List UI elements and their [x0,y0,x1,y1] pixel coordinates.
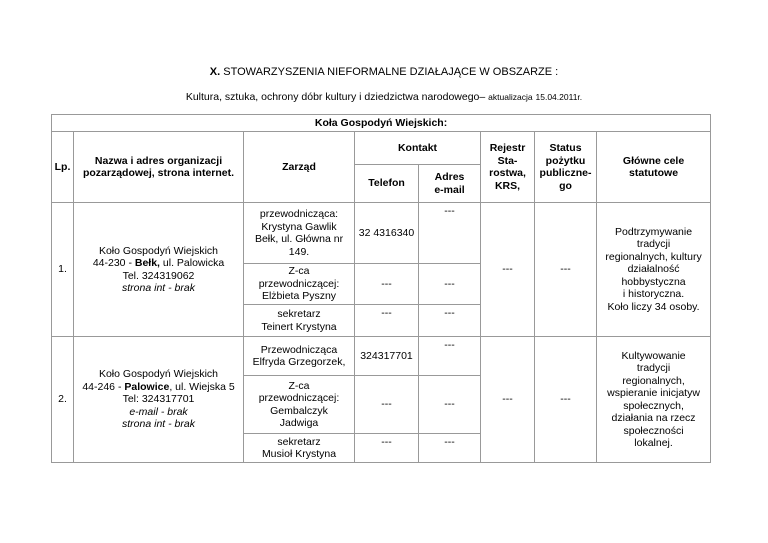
board-phone: 324317701 [355,337,419,376]
header-phone: Telefon [355,165,419,203]
board-member: sekretarz Teinert Krystyna [244,305,355,337]
header-contact: Kontakt [355,132,481,165]
organizations-table [51,114,711,463]
board-email: --- [419,434,481,463]
row-lp: 2. [52,337,74,463]
board-member: przewodnicząca: Krystyna Gawlik Bełk, ul. Główna nr 149. [244,203,355,264]
table-row [52,203,711,264]
header-registry: Rejestr Sta- rostwa, KRS, [481,132,535,203]
goals-text: Podtrzymywanie tradycji regionalnych, kultury działalność hobbystyczna i historyczna. Koło liczy 34 osoby. [597,203,711,337]
header-name: Nazwa i adres organizacji pozarządowej, strona internet. [74,132,244,203]
board-phone: 32 4316340 [355,203,419,264]
org-info: Koło Gospodyń Wiejskich 44-246 - Palowice, ul. Wiejska 5 Tel: 324317701 e-mail - brak strona int - brak [74,337,244,463]
goals-text: Kultywowanie tradycji regionalnych, wspieranie inicjatyw społecznych, działania na rzecz społeczności lokalnej. [597,337,711,463]
board-member: Przewodnicząca Elfryda Grzegorzek, [244,337,355,376]
header-goals: Główne cele statutowe [597,132,711,203]
status-value: --- [535,203,597,337]
document-title [0,66,768,78]
section-title: STOWARZYSZENIA NIEFORMALNE DZIAŁAJĄCE W OBSZARZE : [223,66,559,78]
header-lp: Lp. [52,132,74,203]
board-email: --- [419,305,481,337]
update-date: 15.04.2011r. [535,92,583,102]
board-member: Z-ca przewodniczącej: Elżbieta Pyszny [244,264,355,305]
header-board: Zarząd [244,132,355,203]
board-phone: --- [355,434,419,463]
org-info: Koło Gospodyń Wiejskich 44-230 - Bełk, ul. Palowicka Tel. 324319062 strona int - brak [74,203,244,337]
table-caption: Koła Gospodyń Wiejskich: [52,115,711,132]
table-row [52,337,711,376]
board-phone: --- [355,305,419,337]
board-phone: --- [355,376,419,434]
board-email: --- [419,203,481,264]
board-email: --- [419,337,481,376]
registry-value: --- [481,203,535,337]
section-number: X. [209,66,221,78]
update-label: aktualizacja [488,92,533,102]
registry-value: --- [481,337,535,463]
status-value: --- [535,337,597,463]
row-lp: 1. [52,203,74,337]
subtitle-text: Kultura, sztuka, ochrony dóbr kultury i dziedzictwa narodowego– [185,91,486,103]
board-member: Z-ca przewodniczącej: Gembalczyk Jadwiga [244,376,355,434]
document-subtitle [0,91,768,103]
board-email: --- [419,264,481,305]
board-email: --- [419,376,481,434]
header-email: Adres e-mail [419,165,481,203]
board-phone: --- [355,264,419,305]
board-member: sekretarz Musioł Krystyna [244,434,355,463]
header-status: Status pożytku publiczne- go [535,132,597,203]
